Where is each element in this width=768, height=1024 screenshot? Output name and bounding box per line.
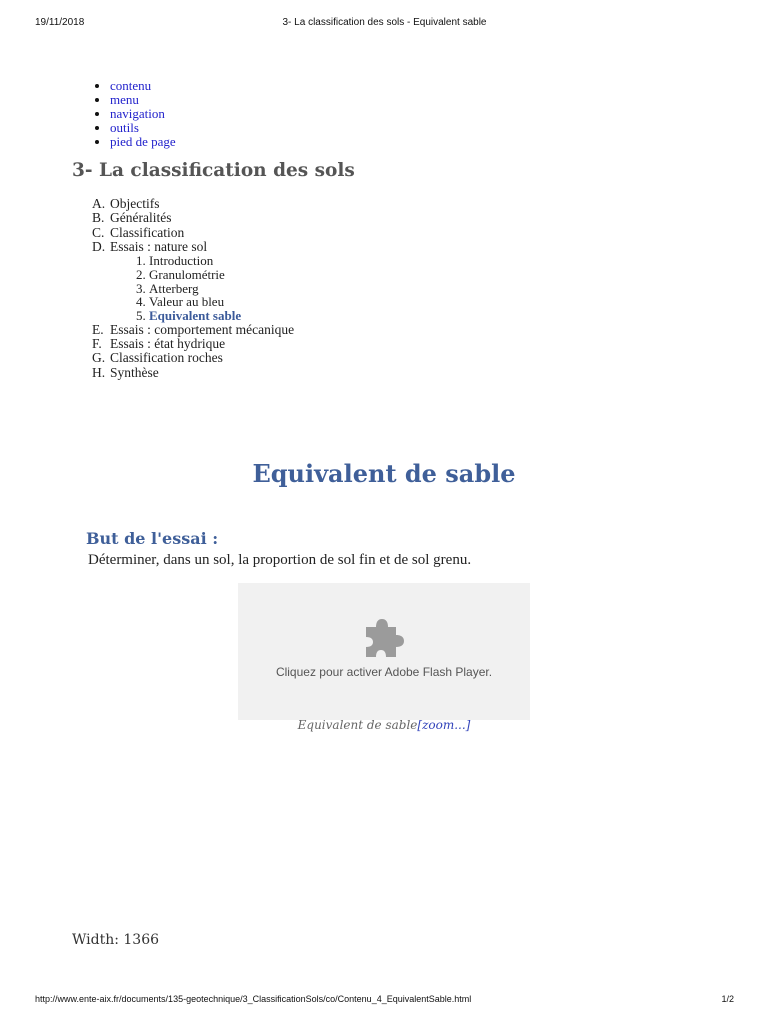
toc-label: Objectifs — [110, 196, 160, 211]
skip-link-menu[interactable]: menu — [110, 92, 139, 107]
toc-marker: 3. — [136, 280, 146, 296]
toc-marker: D. — [92, 238, 106, 254]
toc-item-objectifs[interactable] — [92, 197, 294, 211]
goal-text: Déterminer, dans un sol, la proportion de sol fin et de sol grenu. — [88, 552, 472, 568]
toc-subitem-granulometrie[interactable] — [92, 268, 294, 282]
toc-subitem-atterberg[interactable] — [92, 282, 294, 296]
toc-item-essais-etat-hydrique[interactable] — [92, 337, 294, 351]
toc-label: Classification roches — [110, 350, 223, 366]
goal-heading: But de l'essai : — [86, 529, 219, 548]
skip-link-contenu[interactable]: contenu — [110, 78, 152, 93]
skip-link-navigation[interactable]: navigation — [110, 106, 165, 121]
toc-label-current: Equivalent sable — [149, 308, 242, 323]
toc-marker: F. — [92, 336, 102, 351]
caption-text: Equivalent de sable — [297, 718, 418, 732]
skip-links — [92, 79, 176, 149]
toc-subitem-equivalent-sable-current[interactable] — [92, 309, 294, 323]
toc-item-essais-nature-sol[interactable] — [92, 240, 294, 254]
print-url: http://www.ente-aix.fr/documents/135-geotechnique/3_ClassificationSols/co/Contenu_4_EquivalentSable.html — [35, 994, 472, 1004]
toc-label: Synthèse — [110, 364, 159, 380]
toc-item-classification[interactable] — [92, 226, 294, 240]
toc-label: Essais : comportement mécanique — [110, 321, 295, 337]
zoom-link[interactable]: [zoom...] — [417, 718, 471, 732]
toc-label: Introduction — [149, 253, 214, 269]
toc-item-synthese[interactable] — [92, 366, 294, 380]
toc-label: Classification — [110, 224, 185, 240]
toc-label: Essais : état hydrique — [110, 336, 226, 351]
figure-caption — [0, 718, 768, 732]
page-title: 3- La classification des sols — [72, 160, 355, 181]
flash-activate-message: Cliquez pour activer Adobe Flash Player. — [275, 665, 493, 679]
toc-marker: 2. — [136, 266, 146, 282]
print-page-count: 1/2 — [721, 994, 734, 1004]
skip-link-item — [110, 121, 176, 135]
toc-label: Atterberg — [149, 280, 199, 296]
toc-item-generalites[interactable] — [92, 211, 294, 225]
toc-marker: B. — [92, 210, 105, 226]
skip-link-item — [110, 93, 176, 107]
toc-marker: 4. — [136, 294, 146, 310]
table-of-contents — [92, 197, 294, 380]
toc-item-classification-roches[interactable] — [92, 351, 294, 365]
print-date: 19/11/2018 — [35, 17, 85, 28]
flash-player-placeholder[interactable] — [238, 583, 530, 720]
toc-label: Essais : nature sol — [110, 238, 208, 254]
toc-marker: A. — [92, 196, 106, 211]
toc-marker: G. — [92, 350, 106, 366]
skip-link-item — [110, 107, 176, 121]
toc-label: Granulométrie — [149, 266, 225, 282]
puzzle-piece-icon — [362, 617, 406, 659]
print-page-title: 3- La classification des sols - Equivalent sable — [282, 17, 487, 28]
toc-marker: E. — [92, 321, 104, 337]
skip-link-item — [110, 79, 176, 93]
width-readout: Width: 1366 — [72, 932, 160, 948]
toc-marker: H. — [92, 364, 106, 380]
skip-link-item — [110, 135, 176, 149]
skip-link-pied-de-page[interactable]: pied de page — [110, 134, 176, 149]
toc-label: Généralités — [110, 210, 172, 226]
toc-marker: 1. — [136, 253, 146, 269]
skip-link-outils[interactable]: outils — [110, 120, 139, 135]
toc-marker: C. — [92, 224, 105, 240]
section-heading: Equivalent de sable — [252, 459, 516, 488]
toc-item-essais-comportement[interactable] — [92, 323, 294, 337]
toc-subitem-valeur-au-bleu[interactable] — [92, 295, 294, 309]
toc-marker: 5. — [136, 308, 146, 323]
toc-label: Valeur au bleu — [149, 294, 225, 310]
toc-subitem-introduction[interactable] — [92, 254, 294, 268]
print-header — [35, 17, 734, 31]
print-footer — [35, 994, 734, 1008]
